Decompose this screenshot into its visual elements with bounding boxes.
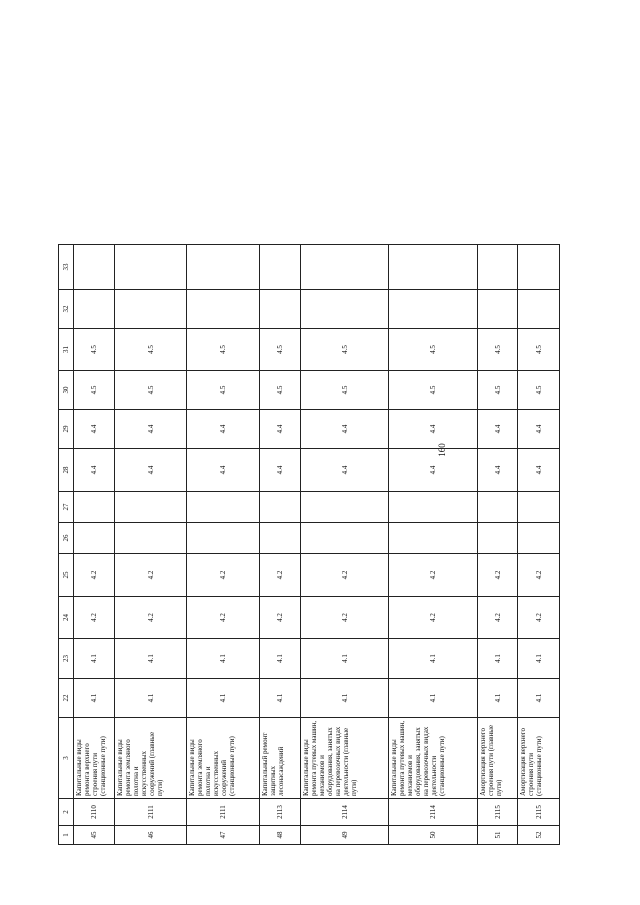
- page-number: 160: [437, 443, 447, 457]
- cell-29: 4.4: [187, 410, 259, 449]
- cell-30: 4.5: [114, 371, 186, 410]
- row-name: Капитальные виды ремонта верхнего строения пути (станционные пути): [74, 718, 115, 799]
- cell-29: 4.4: [478, 410, 518, 449]
- cell-27: [518, 492, 560, 523]
- cell-27: [300, 492, 389, 523]
- row-code: 2111: [187, 799, 259, 826]
- cell-28: 4.4: [300, 449, 389, 492]
- cell-30: 4.5: [300, 371, 389, 410]
- header-row: [59, 245, 74, 845]
- cell-23: 4.1: [114, 639, 186, 679]
- cell-33: [300, 245, 389, 290]
- row-number: 51: [478, 826, 518, 845]
- cell-29: 4.4: [74, 410, 115, 449]
- cell-27: [187, 492, 259, 523]
- cell-28: 4.4: [259, 449, 300, 492]
- row-number: 50: [389, 826, 478, 845]
- cell-31: 4.5: [300, 329, 389, 371]
- cell-27: [478, 492, 518, 523]
- cell-26: [478, 523, 518, 554]
- header-cell: 33: [59, 245, 74, 290]
- cell-31: 4.5: [187, 329, 259, 371]
- header-cell: 26: [59, 523, 74, 554]
- cell-26: [389, 523, 478, 554]
- cell-23: 4.1: [478, 639, 518, 679]
- header-cell: 2: [59, 799, 74, 826]
- cell-32: [259, 290, 300, 329]
- cell-29: 4.4: [300, 410, 389, 449]
- cell-25: 4.2: [114, 554, 186, 597]
- cell-30: 4.5: [187, 371, 259, 410]
- row-number: 45: [74, 826, 115, 845]
- header-cell: 31: [59, 329, 74, 371]
- row-number: 47: [187, 826, 259, 845]
- table-row: [114, 245, 186, 845]
- cell-22: 4.1: [478, 679, 518, 718]
- cell-22: 4.1: [518, 679, 560, 718]
- cell-24: 4.2: [300, 597, 389, 639]
- cell-25: 4.2: [518, 554, 560, 597]
- table-row: [74, 245, 115, 845]
- cell-31: 4.5: [259, 329, 300, 371]
- cell-28: 4.4: [187, 449, 259, 492]
- cell-24: 4.2: [259, 597, 300, 639]
- cell-27: [389, 492, 478, 523]
- row-number: 49: [300, 826, 389, 845]
- cell-26: [187, 523, 259, 554]
- table-row: [518, 245, 560, 845]
- cell-22: 4.1: [259, 679, 300, 718]
- cell-24: 4.2: [518, 597, 560, 639]
- row-name: Капитальный ремонт защитных лесонасаждений: [259, 718, 300, 799]
- row-name: Капитальные виды ремонта земляного полотна и искусственных сооружений (станционные пути): [187, 718, 259, 799]
- cell-32: [187, 290, 259, 329]
- cell-28: 4.4: [74, 449, 115, 492]
- cell-29: 4.4: [114, 410, 186, 449]
- row-name: Капитальные виды ремонта земляного полотна и искусственных сооружений (главные пути): [114, 718, 186, 799]
- cell-31: 4.5: [389, 329, 478, 371]
- table-row: [187, 245, 259, 845]
- rotated-table-wrapper: [58, 245, 560, 845]
- cell-32: [478, 290, 518, 329]
- cell-22: 4.1: [187, 679, 259, 718]
- row-code: 2110: [74, 799, 115, 826]
- cell-33: [259, 245, 300, 290]
- cell-22: 4.1: [114, 679, 186, 718]
- cell-26: [114, 523, 186, 554]
- header-cell: 29: [59, 410, 74, 449]
- cell-31: 4.5: [518, 329, 560, 371]
- cell-25: 4.2: [300, 554, 389, 597]
- cell-30: 4.5: [389, 371, 478, 410]
- header-cell: 22: [59, 679, 74, 718]
- cell-22: 4.1: [389, 679, 478, 718]
- cell-25: 4.2: [478, 554, 518, 597]
- cell-26: [259, 523, 300, 554]
- row-number: 46: [114, 826, 186, 845]
- header-cell: 1: [59, 826, 74, 845]
- header-cell: 27: [59, 492, 74, 523]
- cell-25: 4.2: [389, 554, 478, 597]
- cell-26: [74, 523, 115, 554]
- cell-23: 4.1: [74, 639, 115, 679]
- cell-33: [74, 245, 115, 290]
- cell-28: 4.4: [389, 449, 478, 492]
- cell-32: [74, 290, 115, 329]
- cell-29: 4.4: [518, 410, 560, 449]
- header-cell: 3: [59, 718, 74, 799]
- cell-24: 4.2: [187, 597, 259, 639]
- table-row: [389, 245, 478, 845]
- cell-32: [114, 290, 186, 329]
- row-code: 2115: [478, 799, 518, 826]
- cell-30: 4.5: [259, 371, 300, 410]
- cell-32: [518, 290, 560, 329]
- cell-26: [300, 523, 389, 554]
- cell-23: 4.1: [300, 639, 389, 679]
- cell-24: 4.2: [74, 597, 115, 639]
- cell-27: [74, 492, 115, 523]
- cell-30: 4.5: [478, 371, 518, 410]
- cell-28: 4.4: [518, 449, 560, 492]
- row-number: 52: [518, 826, 560, 845]
- cell-30: 4.5: [74, 371, 115, 410]
- header-cell: 23: [59, 639, 74, 679]
- header-cell: 30: [59, 371, 74, 410]
- cell-23: 4.1: [518, 639, 560, 679]
- row-code: 2114: [300, 799, 389, 826]
- row-code: 2113: [259, 799, 300, 826]
- cell-31: 4.5: [74, 329, 115, 371]
- cell-28: 4.4: [478, 449, 518, 492]
- cell-25: 4.2: [74, 554, 115, 597]
- cell-22: 4.1: [74, 679, 115, 718]
- cell-32: [300, 290, 389, 329]
- cell-30: 4.5: [518, 371, 560, 410]
- row-name: Капитальные виды ремонта путевых машин, механизмов и оборудования, занятых на перевозочных видах деятельности (станционные пути): [389, 718, 478, 799]
- row-name: Амортизация верхнего строения пути (станционные пути): [518, 718, 560, 799]
- cell-28: 4.4: [114, 449, 186, 492]
- cell-27: [114, 492, 186, 523]
- cell-31: 4.5: [114, 329, 186, 371]
- header-cell: 24: [59, 597, 74, 639]
- cell-29: 4.4: [259, 410, 300, 449]
- cell-25: 4.2: [259, 554, 300, 597]
- header-cell: 32: [59, 290, 74, 329]
- header-cell: 28: [59, 449, 74, 492]
- table-row: [259, 245, 300, 845]
- data-table: [58, 244, 560, 845]
- cell-23: 4.1: [187, 639, 259, 679]
- cell-27: [259, 492, 300, 523]
- cell-26: [518, 523, 560, 554]
- cell-33: [187, 245, 259, 290]
- row-code: 2115: [518, 799, 560, 826]
- cell-33: [478, 245, 518, 290]
- cell-33: [518, 245, 560, 290]
- cell-24: 4.2: [114, 597, 186, 639]
- cell-33: [389, 245, 478, 290]
- table-row: [478, 245, 518, 845]
- row-code: 2111: [114, 799, 186, 826]
- row-name: Амортизация верхнего строения пути (главные пути): [478, 718, 518, 799]
- cell-25: 4.2: [187, 554, 259, 597]
- cell-31: 4.5: [478, 329, 518, 371]
- cell-29: 4.4: [389, 410, 478, 449]
- row-code: 2114: [389, 799, 478, 826]
- cell-23: 4.1: [259, 639, 300, 679]
- header-cell: 25: [59, 554, 74, 597]
- cell-22: 4.1: [300, 679, 389, 718]
- cell-24: 4.2: [389, 597, 478, 639]
- cell-33: [114, 245, 186, 290]
- cell-24: 4.2: [478, 597, 518, 639]
- row-name: Капитальные виды ремонта путевых машин, механизмов и оборудования, занятых на перевозочных видах деятельности (главные пути): [300, 718, 389, 799]
- row-number: 48: [259, 826, 300, 845]
- cell-23: 4.1: [389, 639, 478, 679]
- cell-32: [389, 290, 478, 329]
- table-row: [300, 245, 389, 845]
